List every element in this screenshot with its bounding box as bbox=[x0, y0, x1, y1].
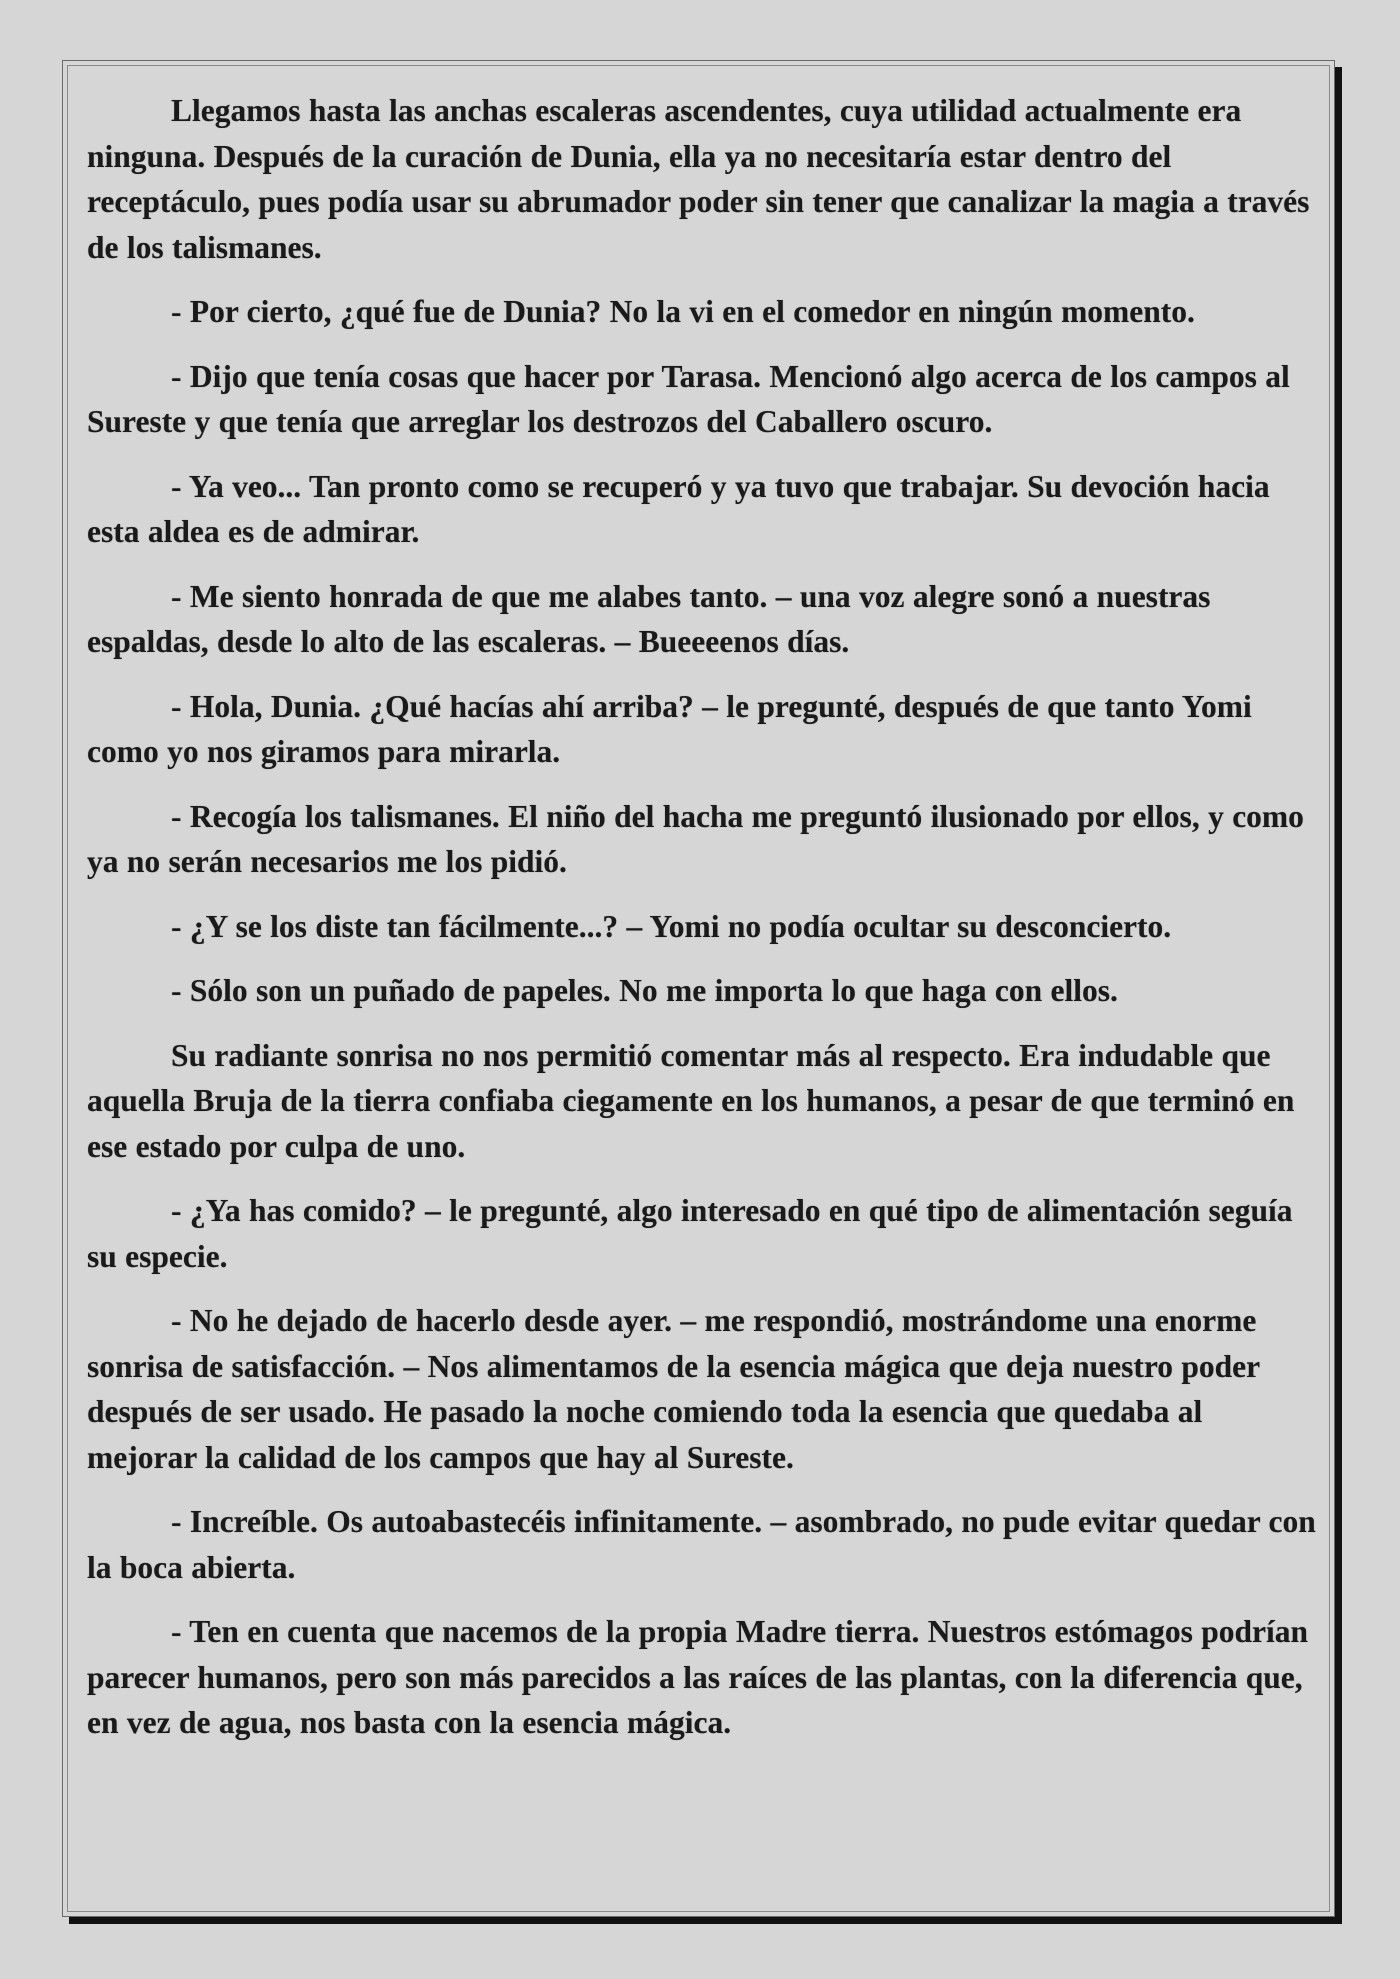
paragraph: - Sólo son un puñado de papeles. No me importa lo que haga con ellos. bbox=[171, 973, 1118, 1008]
paragraph: - ¿Ya has comido? – le pregunté, algo interesado en qué tipo de alimentación seguía su especie. bbox=[87, 1193, 1293, 1274]
paragraph: - Ya veo... Tan pronto como se recuperó y ya tuvo que trabajar. Su devoción hacia esta aldea es de admirar. bbox=[87, 468, 1270, 549]
paragraph: - Por cierto, ¿qué fue de Dunia? No la vi en el comedor en ningún momento. bbox=[171, 294, 1195, 329]
text-body bbox=[87, 88, 1319, 1765]
paragraph: Su radiante sonrisa no nos permitió comentar más al respecto. Era indudable que aquella Bruja de la tierra confiaba ciegamente en los humanos, a pesar de que terminó en ese estado por culpa de uno. bbox=[87, 1037, 1295, 1164]
page-inner-border bbox=[67, 65, 1330, 1912]
paragraph: - Recogía los talismanes. El niño del hacha me preguntó ilusionado por ellos, y como ya no serán necesarios me los pidió. bbox=[87, 798, 1304, 879]
paragraph: - Hola, Dunia. ¿Qué hacías ahí arriba? – le pregunté, después de que tanto Yomi como yo nos giramos para mirarla. bbox=[87, 688, 1252, 769]
paragraph: Llegamos hasta las anchas escaleras ascendentes, cuya utilidad actualmente era ninguna. Después de la curación de Dunia, ella ya no necesitaría estar dentro del receptáculo, pues podía usar su abrumador poder sin tener que canalizar la magia a través de los talismanes. bbox=[87, 93, 1310, 265]
paragraph: - Increíble. Os autoabastecéis infinitamente. – asombrado, no pude evitar quedar con la boca abierta. bbox=[87, 1504, 1316, 1585]
page-frame bbox=[62, 60, 1335, 1917]
paragraph: - No he dejado de hacerlo desde ayer. – me respondió, mostrándome una enorme sonrisa de satisfacción. – Nos alimentamos de la esencia mágica que deja nuestro poder después de ser usado. He pasado la noche comiendo toda la esencia que quedaba al mejorar la calidad de los campos que hay al Sureste. bbox=[87, 1303, 1260, 1475]
paragraph: - ¿Y se los diste tan fácilmente...? – Yomi no podía ocultar su desconcierto. bbox=[171, 908, 1172, 944]
paragraph: - Dijo que tenía cosas que hacer por Tarasa. Mencionó algo acerca de los campos al Sureste y que tenía que arreglar los destrozos del Caballero oscuro. bbox=[87, 358, 1290, 439]
paragraph: - Ten en cuenta que nacemos de la propia Madre tierra. Nuestros estómagos podrían parecer humanos, pero son más parecidos a las raíces de las plantas, con la diferencia que, en vez de agua, nos basta con la esencia mágica. bbox=[87, 1614, 1308, 1740]
paragraph: - Me siento honrada de que me alabes tanto. – una voz alegre sonó a nuestras espaldas, desde lo alto de las escaleras. – Bueeeenos días. bbox=[87, 578, 1211, 659]
